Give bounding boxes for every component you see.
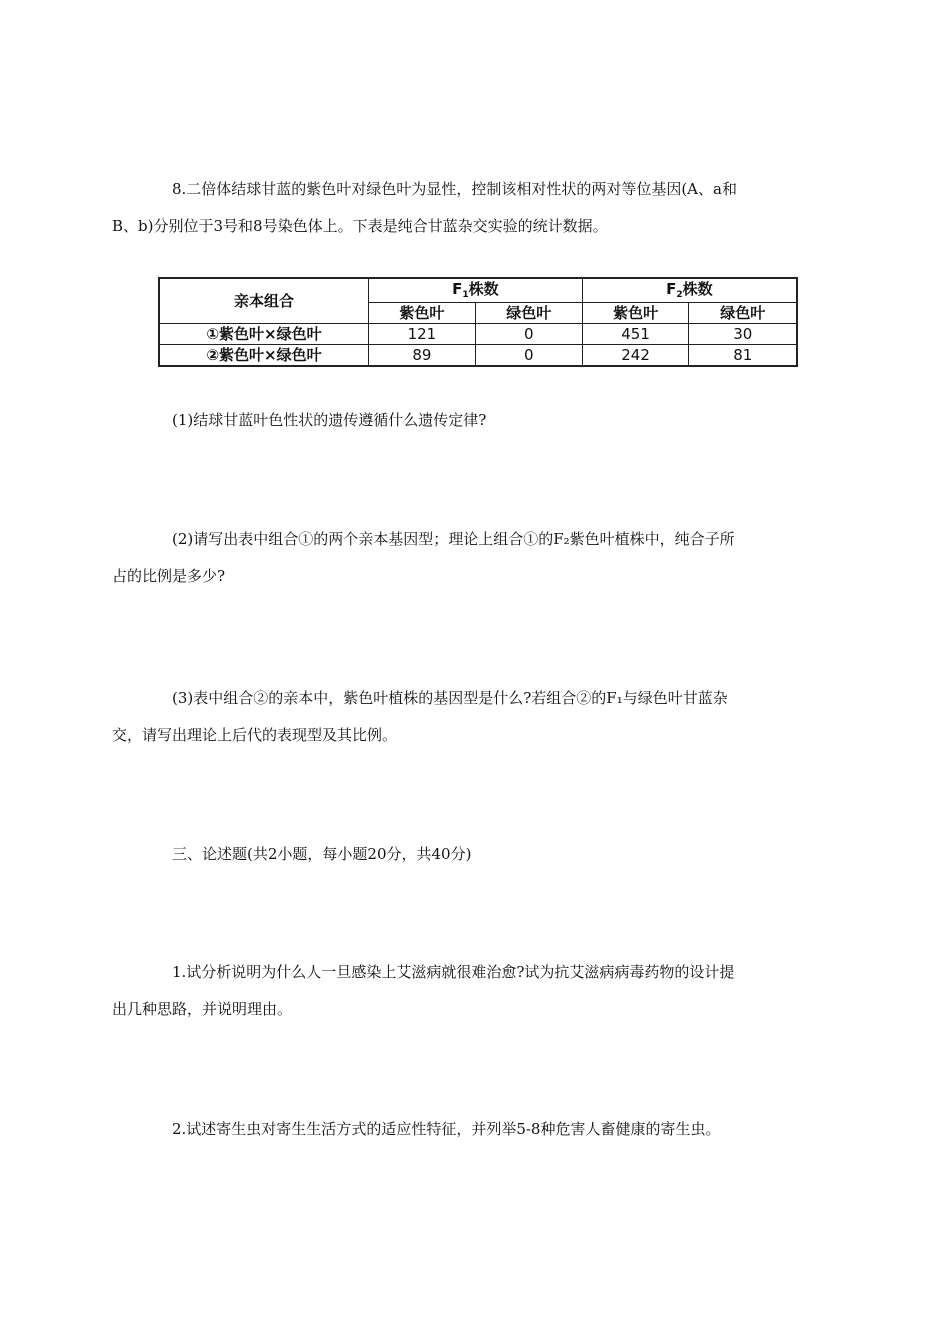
combo-cell: ①紫色叶×绿色叶 <box>159 324 369 345</box>
f1-label-sub: 1 <box>462 290 469 300</box>
value-cell: 81 <box>689 345 797 367</box>
sub-question-3 <box>112 680 810 754</box>
table-row <box>159 345 797 367</box>
question-8-intro <box>112 171 810 245</box>
f1-label-prefix: F <box>452 280 463 298</box>
value-cell: 0 <box>475 345 582 367</box>
sub-question-3-line2: 交，请写出理论上后代的表现型及其比例。 <box>112 726 398 744</box>
sub-question-1: (1)结球甘蓝叶色性状的遗传遵循什么遗传定律? <box>172 411 487 429</box>
header-f1-green: 绿色叶 <box>475 303 582 324</box>
sub-question-2 <box>112 521 810 595</box>
value-cell: 0 <box>475 324 582 345</box>
sub-question-2-line1: (2)请写出表中组合①的两个亲本基因型；理论上组合①的F₂紫色叶植株中，纯合子所 <box>172 530 735 548</box>
essay-question-1 <box>112 954 810 1028</box>
header-f1-purple: 紫色叶 <box>369 303 476 324</box>
value-cell: 121 <box>369 324 476 345</box>
header-f2-green: 绿色叶 <box>689 303 797 324</box>
value-cell: 89 <box>369 345 476 367</box>
cross-data-table <box>158 277 798 367</box>
header-f1-count <box>369 278 583 303</box>
sub-question-3-line1: (3)表中组合②的亲本中，紫色叶植株的基因型是什么?若组合②的F₁与绿色叶甘蓝杂 <box>172 689 728 707</box>
header-f2-purple: 紫色叶 <box>582 303 689 324</box>
section-heading: 三、论述题(共2小题，每小题20分，共40分) <box>172 845 472 863</box>
value-cell: 242 <box>582 345 689 367</box>
f1-label-suffix: 株数 <box>468 280 499 298</box>
header-parent-combo: 亲本组合 <box>159 278 369 324</box>
essay-question-1-line1: 1.试分析说明为什么人一旦感染上艾滋病就很难治愈?试为抗艾滋病病毒药物的设计提 <box>172 963 735 981</box>
cross-data-table-wrap <box>158 277 798 367</box>
essay-question-1-line2: 出几种思路，并说明理由。 <box>112 1000 293 1018</box>
value-cell: 451 <box>582 324 689 345</box>
f2-label-sub: 2 <box>676 290 683 300</box>
essay-question-2: 2.试述寄生虫对寄生生活方式的适应性特征，并列举5-8种危害人畜健康的寄生虫。 <box>172 1120 721 1138</box>
question-8-intro-line2: B、b)分别位于3号和8号染色体上。下表是纯合甘蓝杂交实验的统计数据。 <box>112 217 608 235</box>
question-8-intro-line1: 8.二倍体结球甘蓝的紫色叶对绿色叶为显性，控制该相对性状的两对等位基因(A、a和 <box>172 180 737 198</box>
table-row <box>159 324 797 345</box>
value-cell: 30 <box>689 324 797 345</box>
f2-label-prefix: F <box>666 280 677 298</box>
header-f2-count <box>582 278 797 303</box>
combo-cell: ②紫色叶×绿色叶 <box>159 345 369 367</box>
sub-question-2-line2: 占的比例是多少? <box>112 567 226 585</box>
f2-label-suffix: 株数 <box>682 280 713 298</box>
